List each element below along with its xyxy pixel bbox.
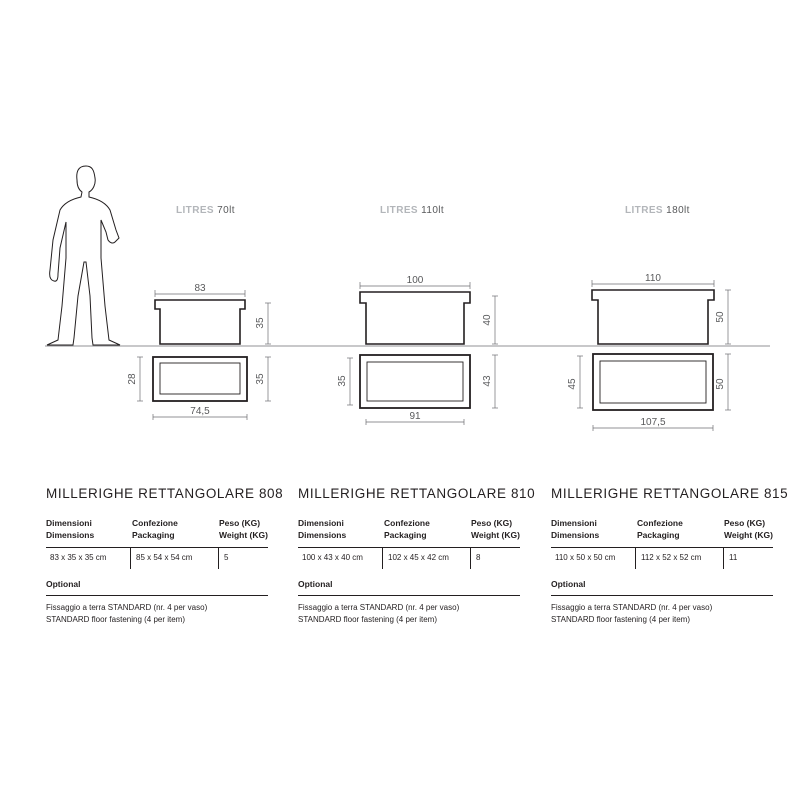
spec-table-header: [551, 517, 791, 547]
optional-divider: [298, 595, 520, 596]
dim-810-plan-width: 91: [409, 411, 421, 422]
value-dimensions: 110 x 50 x 50 cm: [555, 553, 616, 562]
value-dimensions: 100 x 43 x 40 cm: [302, 553, 363, 562]
dim-808-plan-depth-right: 35: [255, 373, 266, 385]
optional-text: [298, 602, 538, 626]
planter-810-plan: [360, 355, 470, 408]
planter-808-elevation: [155, 300, 245, 344]
product-title: MILLERIGHE RETTANGOLARE 815: [551, 486, 789, 501]
header-weight-it: Peso (KG): [724, 518, 766, 528]
header-weight-en: Weight (KG): [724, 530, 773, 540]
column-divider: [635, 547, 636, 569]
header-dimensions: [298, 517, 346, 541]
value-weight: 8: [476, 553, 481, 562]
value-weight: 11: [729, 553, 738, 562]
optional-title: Optional: [298, 579, 333, 589]
optional-line-it: Fissaggio a terra STANDARD (nr. 4 per vaso): [551, 603, 713, 612]
planter-815-elevation: [592, 290, 714, 344]
row-divider: [551, 547, 773, 548]
header-dim-it: Dimensioni: [46, 518, 92, 528]
optional-text: [551, 602, 791, 626]
column-divider: [723, 547, 724, 569]
header-weight: [219, 517, 268, 541]
header-weight: [471, 517, 520, 541]
litres-caption-808: [176, 205, 235, 216]
planter-808-plan: [153, 357, 247, 401]
dim-815-plan-width: 107,5: [640, 417, 666, 428]
column-divider: [130, 547, 131, 569]
header-pack-en: Packaging: [384, 530, 427, 540]
row-divider: [46, 547, 268, 548]
row-divider: [298, 547, 520, 548]
litres-label: LITRES: [625, 205, 663, 216]
header-dim-en: Dimensions: [46, 530, 95, 540]
spec-block-810: [298, 486, 538, 626]
spec-table-row: [298, 547, 538, 567]
header-pack-it: Confezione: [637, 518, 683, 528]
litres-value: 110lt: [421, 205, 445, 216]
column-divider: [218, 547, 219, 569]
header-packaging: [132, 517, 178, 541]
value-packaging: 112 x 52 x 52 cm: [641, 553, 702, 562]
spec-table-header: [46, 517, 286, 547]
spec-block-815: [551, 486, 791, 626]
optional-line-en: STANDARD floor fastening (4 per item): [551, 615, 691, 624]
column-divider: [470, 547, 471, 569]
header-weight-it: Peso (KG): [219, 518, 261, 528]
spec-block-808: [46, 486, 286, 626]
optional-line-it: Fissaggio a terra STANDARD (nr. 4 per vaso): [298, 603, 460, 612]
header-dim-en: Dimensions: [298, 530, 347, 540]
spec-table-row: [46, 547, 286, 567]
header-dimensions: [46, 517, 94, 541]
header-dim-en: Dimensions: [551, 530, 600, 540]
header-pack-en: Packaging: [132, 530, 175, 540]
value-packaging: 85 x 54 x 54 cm: [136, 553, 193, 562]
header-dimensions: [551, 517, 599, 541]
dim-810-top-width: 100: [406, 275, 424, 286]
litres-value: 70lt: [217, 205, 235, 216]
header-pack-it: Confezione: [132, 518, 178, 528]
dim-808-plan-depth-left: 28: [127, 373, 138, 385]
header-weight-en: Weight (KG): [471, 530, 520, 540]
dim-808-plan-width: 74,5: [190, 406, 210, 417]
spec-table-row: [551, 547, 791, 567]
dim-810-height: 40: [482, 314, 493, 326]
litres-value: 180lt: [666, 205, 690, 216]
planter-815-plan: [593, 354, 713, 410]
litres-label: LITRES: [176, 205, 214, 216]
product-title: MILLERIGHE RETTANGOLARE 808: [46, 486, 284, 501]
spec-table-header: [298, 517, 538, 547]
dim-808-top-width: 83: [194, 283, 206, 294]
dim-810-plan-depth-left: 35: [337, 375, 348, 387]
optional-title: Optional: [551, 579, 586, 589]
value-dimensions: 83 x 35 x 35 cm: [50, 553, 107, 562]
header-weight-it: Peso (KG): [471, 518, 513, 528]
optional-divider: [46, 595, 268, 596]
column-divider: [382, 547, 383, 569]
optional-title: Optional: [46, 579, 81, 589]
value-weight: 5: [224, 553, 229, 562]
value-packaging: 102 x 45 x 42 cm: [388, 553, 449, 562]
optional-line-en: STANDARD floor fastening (4 per item): [298, 615, 438, 624]
dim-815-height: 50: [715, 311, 726, 323]
optional-line-en: STANDARD floor fastening (4 per item): [46, 615, 186, 624]
header-dim-it: Dimensioni: [551, 518, 597, 528]
dim-815-plan-depth-right: 50: [715, 378, 726, 390]
optional-text: [46, 602, 286, 626]
planter-810-elevation: [360, 292, 470, 344]
dim-815-plan-depth-left: 45: [567, 378, 578, 390]
dim-810-plan-depth-right: 43: [482, 375, 493, 387]
dim-808-height: 35: [255, 317, 266, 329]
header-pack-it: Confezione: [384, 518, 430, 528]
litres-label: LITRES: [380, 205, 418, 216]
header-weight-en: Weight (KG): [219, 530, 268, 540]
optional-divider: [551, 595, 773, 596]
dimension-lines-810: [347, 282, 498, 425]
human-scale-figure-icon: [47, 166, 120, 345]
header-packaging: [637, 517, 683, 541]
optional-line-it: Fissaggio a terra STANDARD (nr. 4 per vaso): [46, 603, 208, 612]
litres-caption-815: [625, 205, 690, 216]
product-title: MILLERIGHE RETTANGOLARE 810: [298, 486, 536, 501]
header-weight: [724, 517, 773, 541]
dim-815-top-width: 110: [645, 273, 661, 284]
header-pack-en: Packaging: [637, 530, 680, 540]
header-packaging: [384, 517, 430, 541]
header-dim-it: Dimensioni: [298, 518, 344, 528]
litres-caption-810: [380, 205, 444, 216]
